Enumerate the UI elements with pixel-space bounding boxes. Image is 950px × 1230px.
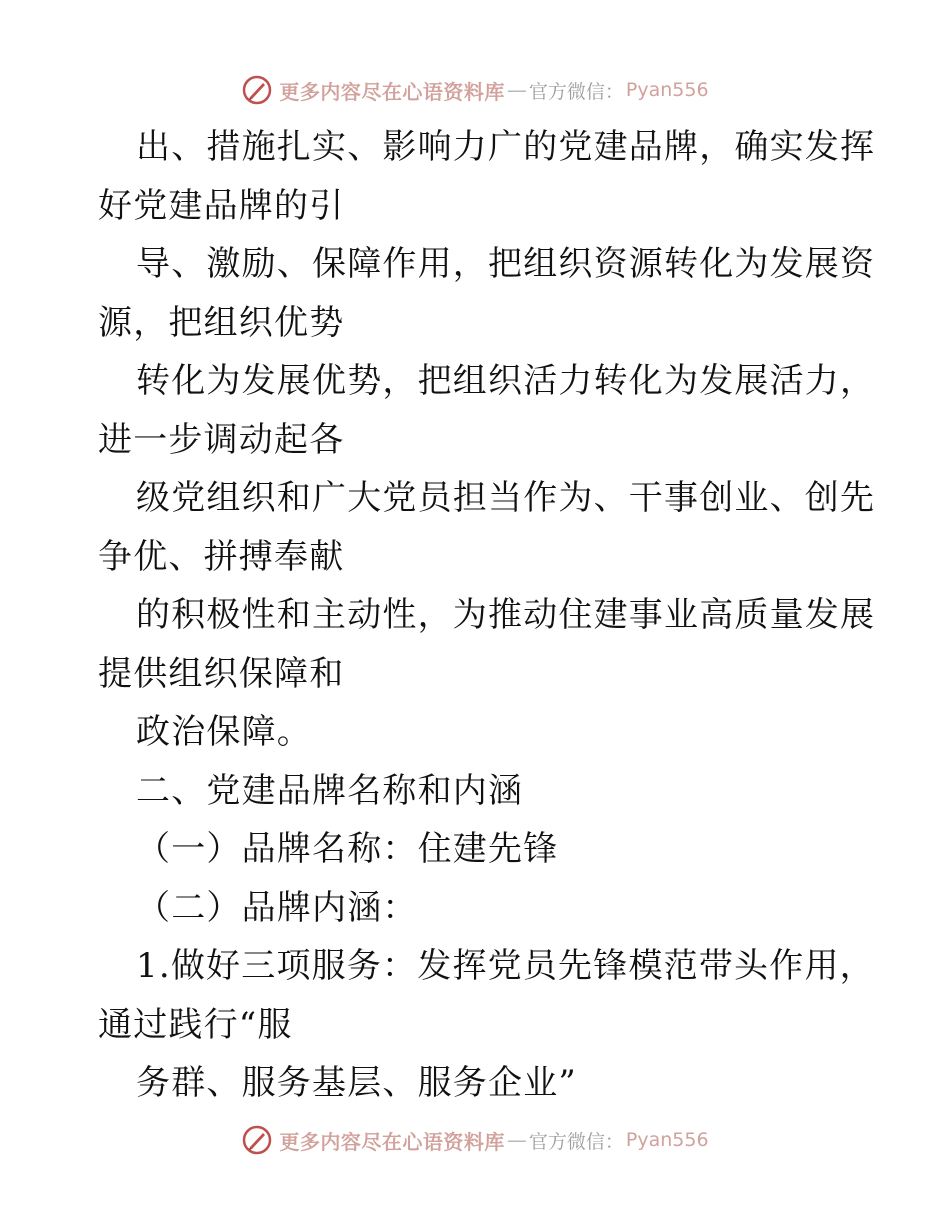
watermark-wechat-id: Pyan556 xyxy=(625,79,709,101)
paragraph-line: 务群、服务基层、服务企业” xyxy=(136,1063,577,1103)
paragraph-line: 好党建品牌的引 xyxy=(98,185,345,226)
paragraph-line: 政治保障。 xyxy=(136,712,312,752)
paragraph-line: 通过践行“服 xyxy=(98,1004,293,1045)
paragraph-line: 导、激励、保障作用，把组织资源转化为发展资 xyxy=(136,244,876,284)
quill-seal-icon xyxy=(241,1124,273,1156)
section-heading: 二、党建品牌名称和内涵 xyxy=(136,770,524,811)
header-watermark xyxy=(0,72,950,108)
document-body xyxy=(98,118,876,1113)
paragraph-line: 进一步调动起各 xyxy=(98,419,345,460)
watermark-official: 官方微信： xyxy=(528,80,624,103)
subsection-heading: （二）品牌内涵： xyxy=(136,887,418,928)
paragraph-line: 出、措施扎实、影响力广的党建品牌，确实发挥 xyxy=(136,127,876,167)
paragraph-line: 争优、拼搏奉献 xyxy=(98,536,345,577)
paragraph-line: 的积极性和主动性，为推动住建事业高质量发展 xyxy=(136,595,876,635)
subsection-heading: （一）品牌名称：住建先锋 xyxy=(136,829,559,869)
paragraph-line: 转化为发展优势，把组织活力转化为发展活力， xyxy=(136,361,876,401)
watermark-brand: 更多内容尽在心语资料库 xyxy=(279,1129,505,1154)
paragraph-line: 级党组织和广大党员担当作为、干事创业、创先 xyxy=(136,478,876,518)
footer-watermark xyxy=(0,1122,950,1158)
watermark-brand: 更多内容尽在心语资料库 xyxy=(279,79,505,104)
watermark-separator: — xyxy=(506,78,527,102)
paragraph-line: 提供组织保障和 xyxy=(98,653,345,694)
watermark-official: 官方微信： xyxy=(528,1130,624,1153)
watermark-wechat-id: Pyan556 xyxy=(625,1129,709,1151)
paragraph-line: 源，把组织优势 xyxy=(98,302,345,343)
paragraph-line: 1.做好三项服务：发挥党员先锋模范带头作用， xyxy=(136,946,875,986)
quill-seal-icon xyxy=(241,74,273,106)
watermark-separator: — xyxy=(506,1128,527,1152)
